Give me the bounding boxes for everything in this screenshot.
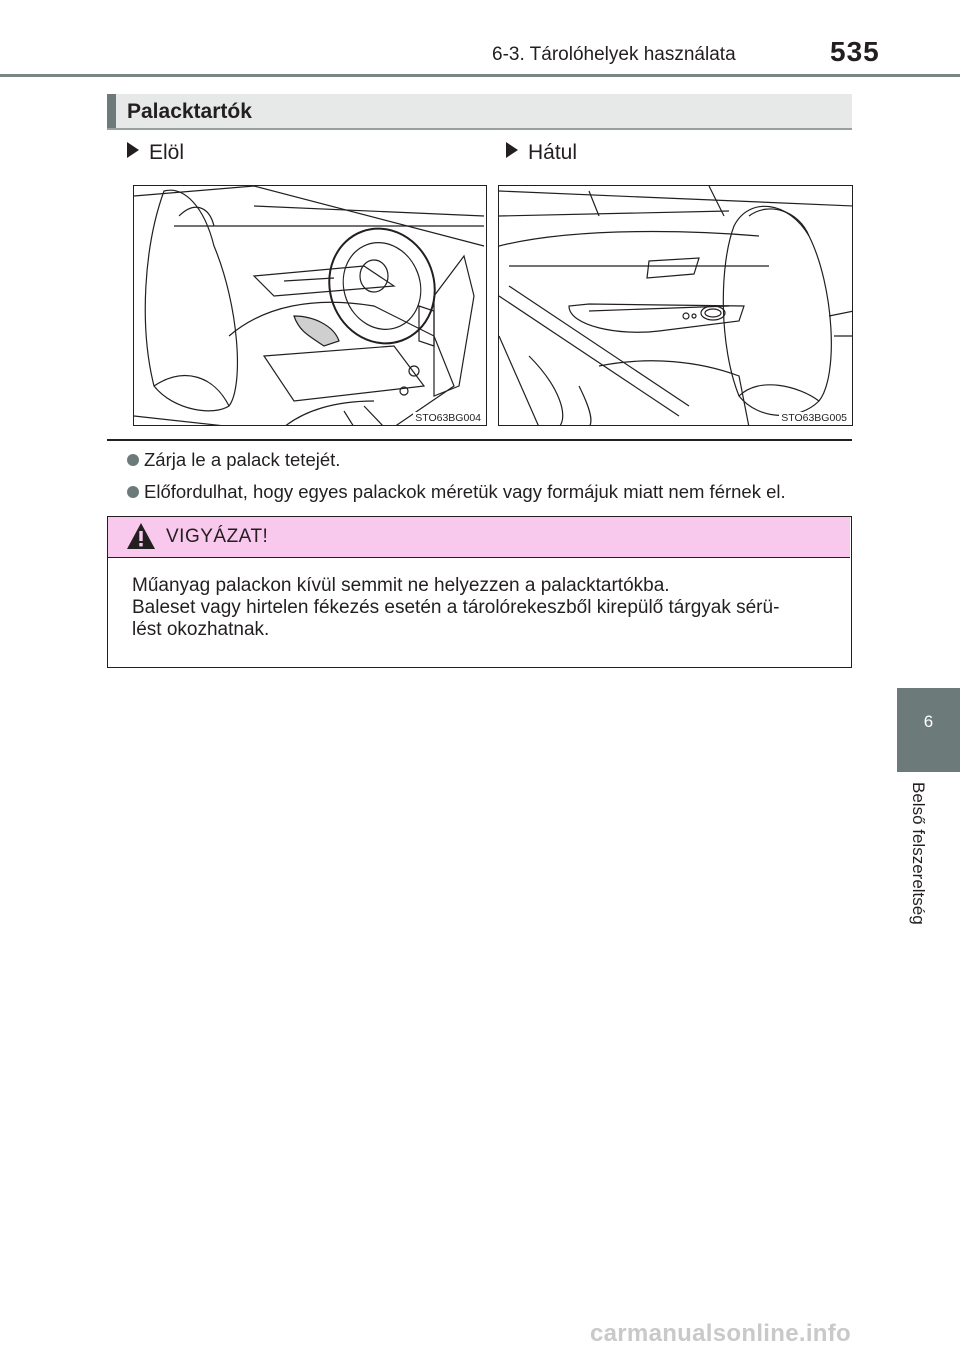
header-rule [0, 74, 960, 77]
list-item: Zárja le a palack tetejét. [127, 449, 340, 471]
bullet-dot-icon [127, 454, 139, 466]
warning-title: VIGYÁZAT! [166, 526, 269, 547]
warning-box [107, 516, 852, 668]
front-interior-illustration [134, 186, 487, 426]
warning-triangle-icon [126, 522, 156, 550]
running-header: 6-3. Tárolóhelyek használata [492, 44, 736, 65]
figure-front-cupholder [133, 185, 487, 426]
warning-header [108, 517, 850, 558]
page-number: 535 [830, 36, 880, 67]
bullet-dot-icon [127, 486, 139, 498]
warning-text: Műanyag palackon kívül semmit ne helyezzen a palacktartókba. Baleset vagy hirtelen fékezés esetén a tárolórekeszből kirepülő tárgyak sérü- lést okozhatnak. [132, 575, 780, 640]
watermark: carmanualsonline.info [590, 1320, 852, 1347]
list-item: Előfordulhat, hogy egyes palackok méretük vagy formájuk miatt nem férnek el. [127, 481, 786, 503]
chapter-label: Belső felszereltség [909, 782, 928, 925]
section-header [107, 94, 852, 130]
figure-label-front: Elöl [127, 141, 184, 165]
triangle-bullet-icon [127, 142, 139, 158]
figure-code: STO63BG005 [781, 412, 847, 424]
chapter-number: 6 [923, 712, 934, 731]
chapter-tab-label-area [897, 772, 960, 960]
triangle-bullet-icon [506, 142, 518, 158]
section-title: Palacktartók [127, 100, 252, 123]
rear-interior-illustration [499, 186, 853, 426]
figure-label-rear: Hátul [506, 141, 577, 165]
section-divider [107, 439, 852, 441]
section-header-bar [107, 94, 116, 128]
figure-code: STO63BG004 [415, 412, 481, 424]
figure-rear-cupholder [498, 185, 853, 426]
